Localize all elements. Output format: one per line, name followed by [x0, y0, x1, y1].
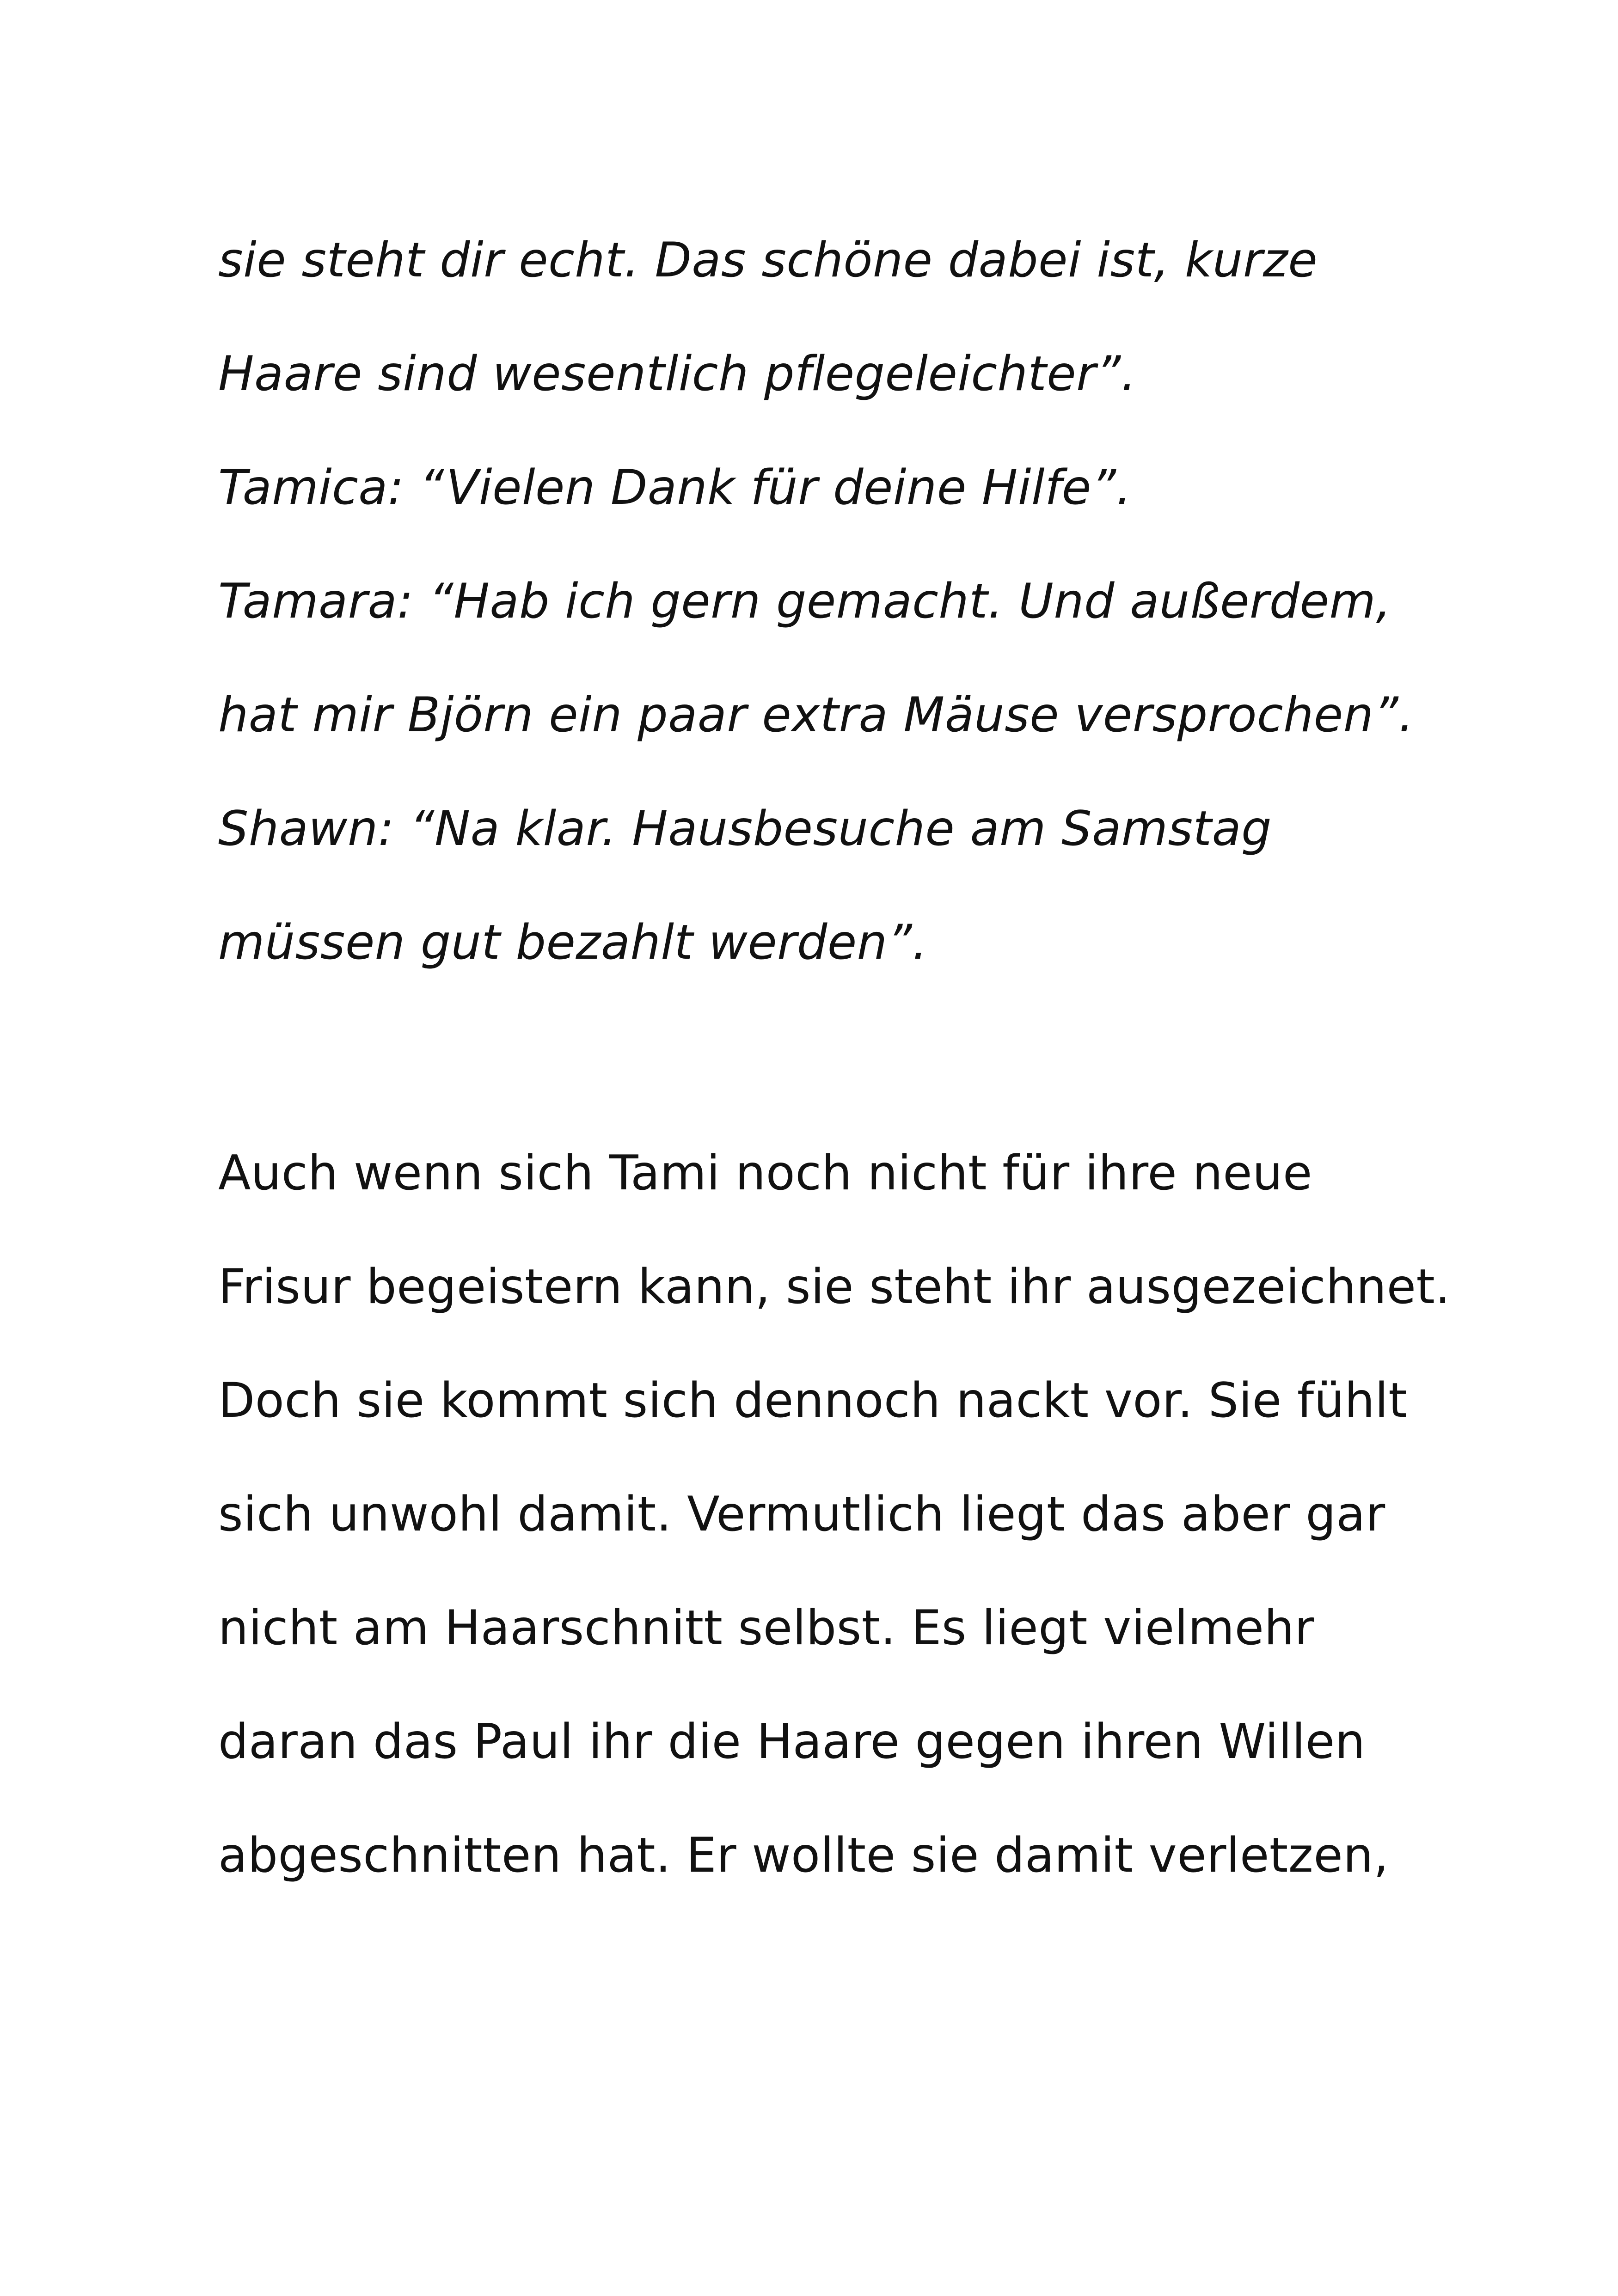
- paragraph-line: Doch sie kommt sich dennoch nackt vor. Sie fühlt: [218, 1373, 1408, 1428]
- dialogue-line: hat mir Björn ein paar extra Mäuse versprochen”.: [218, 687, 1414, 743]
- dialogue-line: Tamara: “Hab ich gern gemacht. Und außerdem,: [218, 574, 1391, 629]
- dialogue-line: Shawn: “Na klar. Hausbesuche am Samstag: [218, 801, 1272, 857]
- paragraph-line: Frisur begeistern kann, sie steht ihr ausgezeichnet.: [218, 1259, 1451, 1315]
- narrative-paragraph: [218, 1116, 1466, 1912]
- dialogue-line: Haare sind wesentlich pflegeleichter”.: [218, 346, 1137, 402]
- paragraph-line: daran das Paul ihr die Haare gegen ihren Willen: [218, 1714, 1366, 1769]
- dialogue-line: sie steht dir echt. Das schöne dabei ist, kurze: [218, 233, 1318, 288]
- paragraph-line: sich unwohl damit. Vermutlich liegt das aber gar: [218, 1487, 1385, 1542]
- dialogue-line: Tamica: “Vielen Dank für deine Hilfe”.: [218, 460, 1132, 515]
- paragraph-line: abgeschnitten hat. Er wollte sie damit verletzen,: [218, 1828, 1389, 1883]
- paragraph-line: Auch wenn sich Tami noch nicht für ihre neue: [218, 1145, 1312, 1201]
- dialogue-block: [218, 203, 1466, 999]
- dialogue-line: müssen gut bezahlt werden”.: [218, 915, 928, 970]
- paragraph-line: nicht am Haarschnitt selbst. Es liegt vielmehr: [218, 1600, 1315, 1656]
